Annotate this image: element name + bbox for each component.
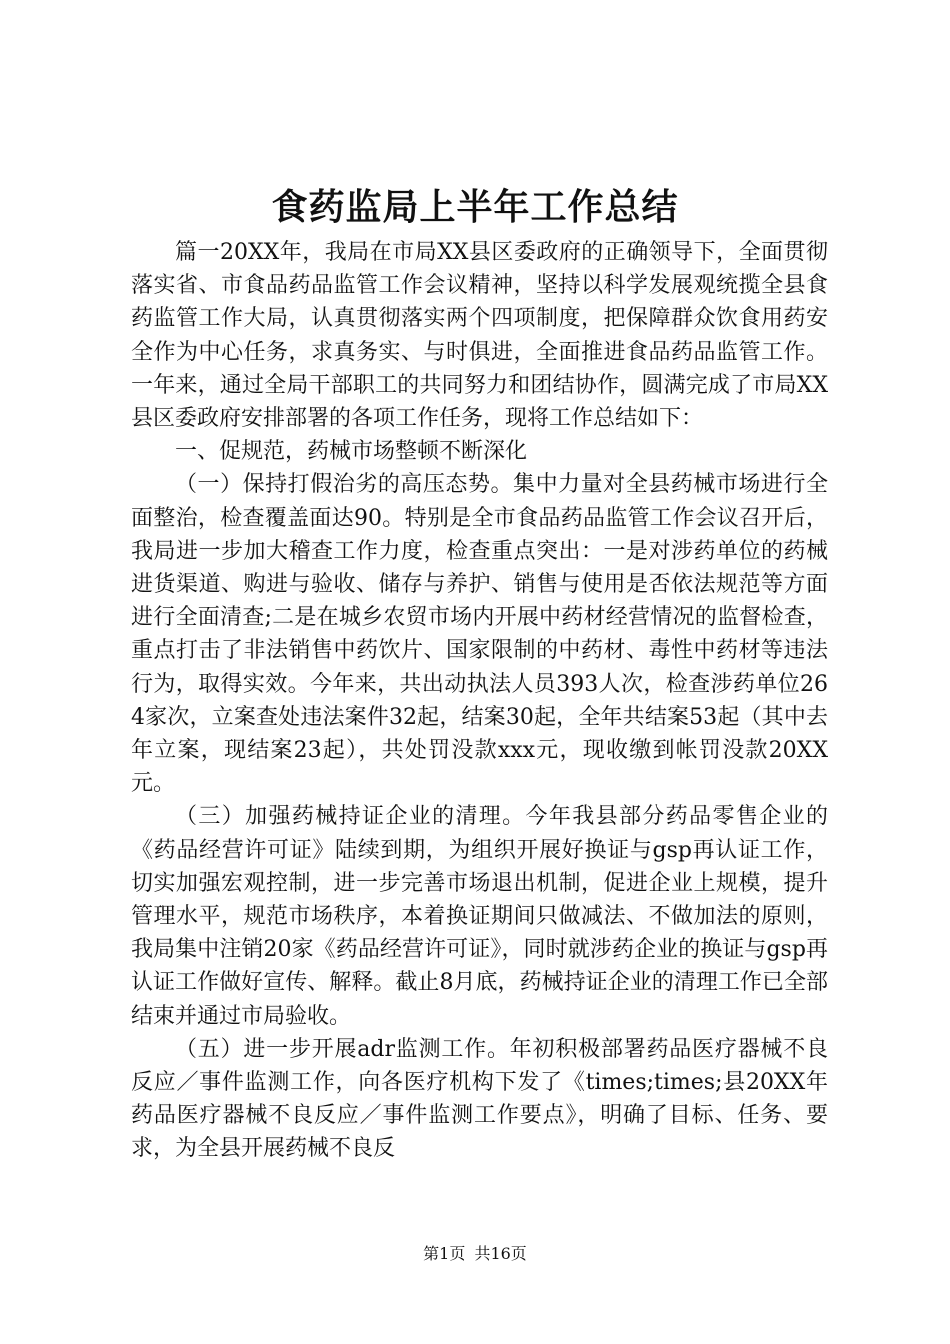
document-body [131,236,828,1166]
section-heading: 一、促规范，药械市场整顿不断深化 [175,439,528,465]
document-title: 食药监局上半年工作总结 [271,186,679,228]
paragraph-item-5: （五）进一步开展adr监测工作。年初积极部署药品医疗器械不良反应／事件监测工作，向各医疗机构下发了《times;times;县20XX年药品医疗器械不良反应／事件监测工作要点》，明确了目标、任务、要求，为全县开展药械不良反 [131,1036,828,1162]
paragraph-item-1: （一）保持打假治劣的高压态势。集中力量对全县药械市场进行全面整治，检查覆盖面达90。特别是全市食品药品监管工作会议召开后，我局进一步加大稽查工作力度，检查重点突出：一是对涉药单位的药械进货渠道、购进与验收、储存与养护、销售与使用是否依法规范等方面进行全面清查;二是在城乡农贸市场内开展中药材经营情况的监督检查，重点打击了非法销售中药饮片、国家限制的中药材、毒性中药材等违法行为，取得实效。今年来，共出动执法人员393人次，检查涉药单位264家次，立案查处违法案件32起，结案30起，全年共结案53起（其中去年立案，现结案23起），共处罚没款xxx元，现收缴到帐罚没款20XX元。 [131,472,828,797]
paragraph-intro: 篇一20XX年，我局在市局XX县区委政府的正确领导下，全面贯彻落实省、市食品药品监管工作会议精神，坚持以科学发展观统揽全县食药监管工作大局，认真贯彻落实两个四项制度，把保障群众饮食用药安全作为中心任务，求真务实、与时俱进，全面推进食品药品监管工作。一年来，通过全局干部职工的共同努力和团结协作，圆满完成了市局XX县区委政府安排部署的各项工作任务，现将工作总结如下： [131,240,828,432]
paragraph-item-3: （三）加强药械持证企业的清理。今年我县部分药品零售企业的《药品经营许可证》陆续到期，为组织开展好换证与gsp再认证工作，切实加强宏观控制，进一步完善市场退出机制，促进企业上规模，提升管理水平，规范市场秩序，本着换证期间只做减法、不做加法的原则，我局集中注销20家《药品经营许可证》，同时就涉药企业的换证与gsp再认证工作做好宣传、解释。截止8月底，药械持证企业的清理工作已全部结束并通过市局验收。 [131,804,828,1029]
page-footer: 第1页 共16页 [423,1244,527,1263]
